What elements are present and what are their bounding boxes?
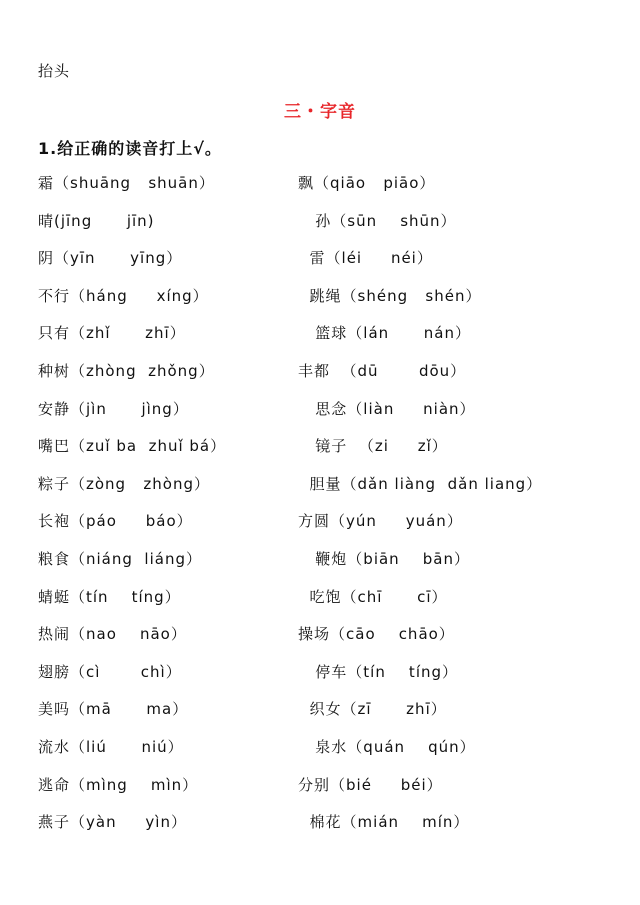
item-row: [0, 469, 640, 499]
item-row: [0, 657, 640, 687]
item-row: [0, 506, 640, 536]
item-row: [0, 356, 640, 386]
header-note: 抬头: [38, 62, 71, 80]
item-row: [0, 732, 640, 762]
item-row: [0, 206, 640, 236]
item-row: [0, 544, 640, 574]
item-left: 蜻蜓（tín tíng）: [38, 587, 181, 606]
item-row: [0, 243, 640, 273]
item-row: [0, 431, 640, 461]
item-right: 方圆（yún yuán）: [298, 512, 463, 531]
item-left: 逃命（mìng mìn）: [38, 775, 199, 794]
item-left: 燕子（yàn yìn）: [38, 813, 187, 832]
item-left: 热闹（nao nāo）: [38, 625, 187, 644]
item-row: [0, 394, 640, 424]
item-right: 鞭炮（biān bān）: [298, 550, 470, 568]
item-row: [0, 694, 640, 724]
section-title: 三・字音: [284, 102, 356, 122]
item-right: 停车（tín tíng）: [298, 662, 459, 681]
item-left: 翅膀（cì chì）: [38, 662, 182, 681]
item-left: 粮食（niáng liáng）: [38, 550, 202, 568]
item-right: 操场（cāo chāo）: [298, 625, 455, 644]
item-left: 流水（liú niú）: [38, 738, 184, 756]
item-right: 思念（liàn niàn）: [298, 399, 476, 418]
question-heading: 1.给正确的读音打上√。: [38, 139, 222, 158]
item-right: 织女（zī zhī）: [298, 700, 447, 719]
item-right: 棉花（mián mín）: [298, 813, 470, 832]
item-row: [0, 619, 640, 649]
item-right: 孙（sūn shūn）: [298, 211, 457, 230]
item-left: 粽子（zòng zhòng）: [38, 474, 210, 493]
item-left: 晴(jīng jīn): [38, 211, 155, 230]
item-left: 种树（zhòng zhǒng）: [38, 362, 215, 380]
item-left: 长袍（páo báo）: [38, 512, 193, 531]
item-left: 安静（jìn jìng）: [38, 399, 189, 418]
item-row: [0, 582, 640, 612]
item-left: 美吗（mā ma）: [38, 700, 189, 719]
item-row: [0, 168, 640, 198]
item-row: [0, 770, 640, 800]
item-right: 胆量（dǎn liàng dǎn liang）: [298, 474, 543, 493]
item-left: 阴（yīn yīng）: [38, 249, 183, 268]
item-left: 霜（shuāng shuān）: [38, 174, 215, 192]
item-right: 飘（qiāo piāo）: [298, 174, 436, 192]
item-row: [0, 281, 640, 311]
item-right: 丰都 （dū dōu）: [298, 362, 467, 380]
item-right: 篮球（lán nán）: [298, 324, 471, 343]
item-left: 不行（háng xíng）: [38, 286, 209, 305]
item-right: 雷（léi néi）: [298, 249, 433, 268]
item-right: 泉水（quán qún）: [298, 738, 476, 756]
item-left: 嘴巴（zuǐ ba zhuǐ bá）: [38, 437, 227, 456]
item-row: [0, 318, 640, 348]
item-right: 吃饱（chī cī）: [298, 587, 448, 606]
item-left: 只有（zhǐ zhī）: [38, 324, 186, 343]
item-right: 跳绳（shéng shén）: [298, 286, 482, 305]
item-right: 镜子 （zi zǐ）: [298, 437, 448, 456]
item-row: [0, 807, 640, 837]
item-right: 分别（bié béi）: [298, 775, 443, 794]
